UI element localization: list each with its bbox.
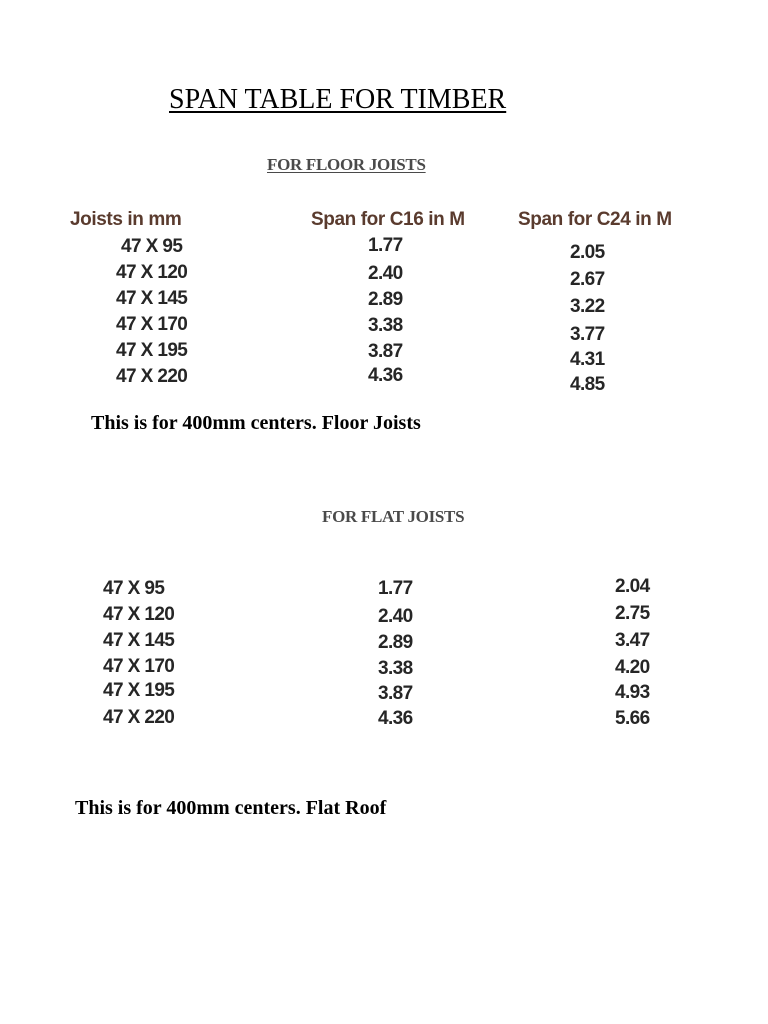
floor-c24-cell: 2.67 xyxy=(570,269,605,290)
flat-c16-cell: 3.38 xyxy=(378,658,413,679)
flat-size-cell: 47 X 95 xyxy=(103,578,165,599)
c16-column-header: Span for C16 in M xyxy=(311,209,465,230)
floor-c24-cell: 2.05 xyxy=(570,242,605,263)
flat-size-cell: 47 X 195 xyxy=(103,680,175,701)
flat-c16-cell: 2.89 xyxy=(378,632,413,653)
floor-size-cell: 47 X 220 xyxy=(116,366,188,387)
floor-joists-heading: FOR FLOOR JOISTS xyxy=(267,155,426,174)
joists-column-header: Joists in mm xyxy=(70,209,182,230)
flat-c16-cell: 4.36 xyxy=(378,708,413,729)
floor-c24-cell: 3.77 xyxy=(570,324,605,345)
flat-c16-cell: 2.40 xyxy=(378,606,413,627)
floor-joists-note: This is for 400mm centers. Floor Joists xyxy=(91,412,421,434)
flat-c24-cell: 3.47 xyxy=(615,630,650,651)
floor-c24-cell: 3.22 xyxy=(570,296,605,317)
c24-column-header: Span for C24 in M xyxy=(518,209,672,230)
floor-c16-cell: 4.36 xyxy=(368,365,403,386)
floor-c16-cell: 2.89 xyxy=(368,289,403,310)
floor-c24-cell: 4.85 xyxy=(570,374,605,395)
flat-c24-cell: 4.20 xyxy=(615,657,650,678)
floor-size-cell: 47 X 195 xyxy=(116,340,188,361)
flat-roof-note: This is for 400mm centers. Flat Roof xyxy=(75,797,387,819)
floor-c16-cell: 1.77 xyxy=(368,235,403,256)
floor-size-cell: 47 X 170 xyxy=(116,314,188,335)
flat-c16-cell: 1.77 xyxy=(378,578,413,599)
floor-c16-cell: 3.87 xyxy=(368,341,403,362)
floor-size-cell: 47 X 95 xyxy=(121,236,183,257)
page-title: SPAN TABLE FOR TIMBER xyxy=(169,84,507,115)
flat-c16-cell: 3.87 xyxy=(378,683,413,704)
floor-c16-cell: 3.38 xyxy=(368,315,403,336)
flat-size-cell: 47 X 120 xyxy=(103,604,175,625)
flat-joists-heading: FOR FLAT JOISTS xyxy=(322,507,465,526)
flat-c24-cell: 2.04 xyxy=(615,576,650,597)
floor-c24-cell: 4.31 xyxy=(570,349,605,370)
flat-c24-cell: 5.66 xyxy=(615,708,650,729)
floor-size-cell: 47 X 145 xyxy=(116,288,188,309)
flat-size-cell: 47 X 220 xyxy=(103,707,175,728)
flat-size-cell: 47 X 170 xyxy=(103,656,175,677)
flat-c24-cell: 4.93 xyxy=(615,682,650,703)
flat-c24-cell: 2.75 xyxy=(615,603,650,624)
floor-size-cell: 47 X 120 xyxy=(116,262,188,283)
floor-c16-cell: 2.40 xyxy=(368,263,403,284)
flat-size-cell: 47 X 145 xyxy=(103,630,175,651)
